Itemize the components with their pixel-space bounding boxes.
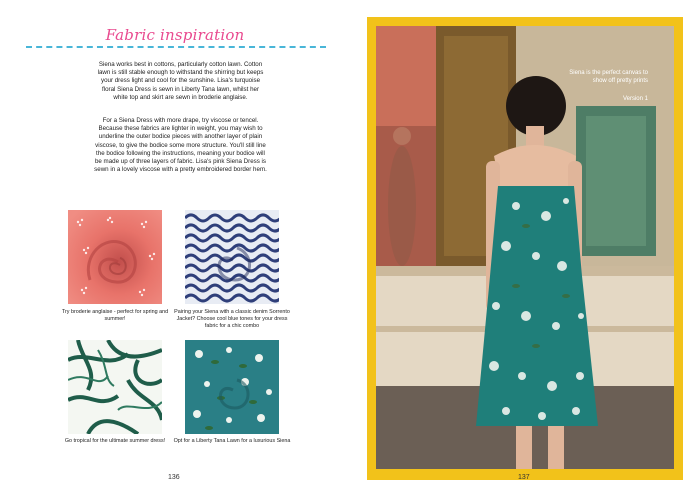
fabric-swatch-denim-blue [185,210,279,304]
broderie-swatch-image [68,210,162,304]
page-title: Fabric inspiration [105,26,245,44]
model-photo-image [376,26,674,469]
title-divider [26,46,326,48]
tropical-swatch-image [68,340,162,434]
body-paragraph-1: Siena works best in cottons, particularly cotton lawn. Cotton lawn is still stable enough to withstand the shirring but keeps your dress light and cool for the sunshine. Lisa's turquoise floral Siena Dress is sewn in Liberty Tana lawn, whilst her white top and skirt are sewn in broderie anglaise. [97,61,264,101]
fabric-swatch-broderie [68,210,162,304]
photo-caption: Siena is the perfect canvas to show off pretty prints [569,70,648,84]
swatch-caption-tropical: Go tropical for the ultimate summer dress! [64,438,166,444]
fabric-swatch-tropical [68,340,162,434]
swatch-caption-denim: Pairing your Siena with a classic denim Sorrento Jacket? Choose cool blue tones for your dress fabric for a chic combo [174,309,290,329]
swatch-caption-broderie: Try broderie anglaise - perfect for spring and summer! [61,309,169,322]
blue-swatch-image [185,210,279,304]
fabric-swatch-liberty [185,340,279,434]
swatch-caption-liberty: Opt for a Liberty Tana Lawn for a luxurious Siena [173,438,291,444]
model-photo [376,26,674,469]
body-paragraph-2: For a Siena Dress with more drape, try viscose or tencel. Because these fabrics are lighter in weight, you may wish to underline the outer bodice pieces with another layer of plain viscose, to give the bodice some more structure. You'll still line the bodice following the instructions, meaning your bodice will be made up of three layers of fabric. Lisa's pink Siena Dress is sewn in a lovely viscose with a pretty embroidered border hem. [94,117,267,174]
page-number-right: 137 [518,474,530,481]
liberty-swatch-image [185,340,279,434]
photo-version-label: Version 1 [622,96,648,102]
page-number-left: 136 [168,474,180,481]
